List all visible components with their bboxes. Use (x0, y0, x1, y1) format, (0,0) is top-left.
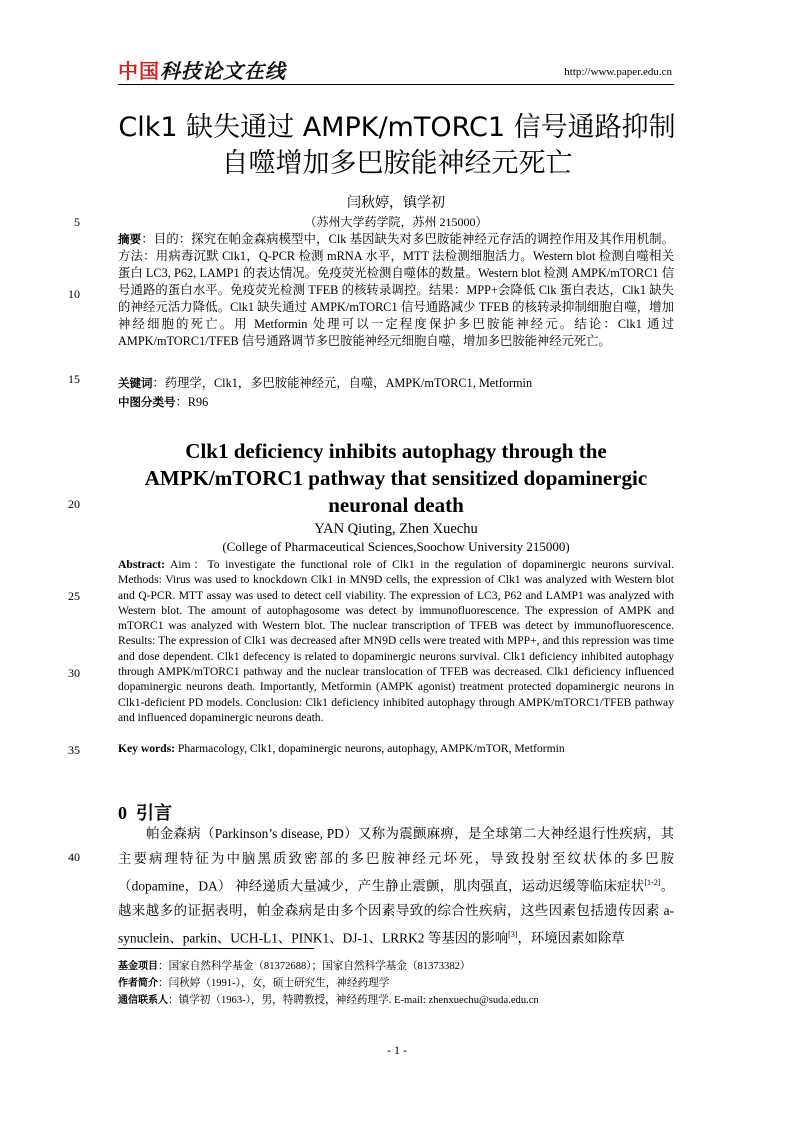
authors-en: YAN Qiuting, Zhen Xuechu (314, 521, 478, 537)
title-zh-line-1: Clk1 缺失通过 AMPK/mTORC1 信号通路抑制 (118, 112, 676, 143)
title-en-line-3: neuronal death (328, 493, 464, 517)
line-number: 5 (74, 215, 80, 229)
line-number: 25 (68, 589, 80, 603)
line-number: 15 (68, 372, 80, 386)
keywords-zh-label: 关键词 (118, 376, 153, 390)
keywords-zh: 关键词：药理学，Clk1，多巴胺能神经元，自噬，AMPK/mTORC1, Metformin (118, 376, 533, 390)
title-en-line-2: AMPK/mTORC1 pathway that sensitized dopaminergic (144, 466, 648, 490)
abstract-zh (118, 231, 674, 350)
journal-logo: 中国科技论文在线 (118, 59, 286, 83)
section-number: 0 (118, 803, 127, 823)
header-rule (118, 84, 674, 85)
line-number: 10 (68, 287, 80, 301)
affiliation-en: (College of Pharmaceutical Sciences,Soochow University 215000) (222, 539, 570, 554)
line-number: 35 (68, 743, 80, 757)
footnote-author-bio: 作者简介：闫秋婷（1991-），女，硕士研究生，神经药理学 (118, 978, 390, 989)
keywords-en: Key words: Pharmacology, Clk1, dopaminergic neurons, autophagy, AMPK/mTOR, Metformin (118, 742, 565, 755)
classification-zh: 中图分类号：R96 (118, 395, 209, 409)
title-en-line-1: Clk1 deficiency inhibits autophagy through the (185, 439, 607, 463)
journal-url[interactable]: http://www.paper.edu.cn (564, 66, 672, 78)
affiliation-zh: （苏州大学药学院，苏州 215000） (304, 215, 488, 229)
footnote-funding: 基金项目：国家自然科学基金（81372688）；国家自然科学基金（81373382） (118, 961, 471, 972)
section-title: 引言 (136, 803, 172, 824)
classification-zh-label: 中图分类号 (118, 395, 176, 409)
line-number: 40 (68, 850, 80, 864)
abstract-en-text: Aim：To investigate the functional role of Clk1 in the regulation of dopaminergic neurons survival. Methods: Virus was used to knockdown Clk1 in MN9D cells, the expression of Clk1 was analyzed with Western blot and Q-PCR. MTT assay was used to detect cell viability. The expression of LC3, P62 and LAMP1 was analyzed with Western blot. The amount of autophagosome was detect by immunofluorescence. The expression of AMPK and mTORC1 was analyzed with Western blot. The nuclear transcription of TFEB was detect by immunofluorescence. Results: The expression of Clk1 was decreased after MN9D cells were treated with MPP+, and this repression was time and dose dependent. Clk1 defecency is related to dopaminergic neurons survival. Clk1 deficiency inhibited autophagy through AMPK/mTORC1 pathway and the nuclear translocation of TFEB was decreased. Clk1 deficiency influenced dopaminergic neurons death. Importantly, Metformin (AMPK agonist) treatment protected dopaminergic neurons in Clk1-deficient PD models. Conclusion: Clk1 deficiency inhibited autophagy through AMPK/mTORC1/TFEB pathway and influenced dopaminergic neurons death. (118, 558, 674, 724)
line-number: 20 (68, 497, 80, 511)
abstract-zh-label: 摘要 (118, 232, 142, 246)
line-number: 30 (68, 666, 80, 680)
keywords-en-label: Key words: (118, 742, 175, 755)
abstract-en-label: Abstract: (118, 558, 166, 571)
citation[interactable]: [3] (508, 930, 518, 940)
abstract-en (118, 557, 674, 725)
title-zh-line-2: 自噬增加多巴胺能神经元死亡 (221, 148, 573, 179)
footnote-correspondence: 通信联系人：镇学初（1963-），男，特聘教授，神经药理学. E-mail: zhenxuechu@suda.edu.cn (118, 995, 539, 1006)
authors-zh: 闫秋婷，镇学初 (347, 195, 445, 211)
abstract-zh-text: ：目的：探究在帕金森病模型中，Clk 基因缺失对多巴胺能神经元存活的调控作用及其作用机制。方法：用病毒沉默 Clk1，Q-PCR 检测 mRNA 水平，MTT 法检测细胞活力。Western blot 检测自噬相关蛋白 LC3, P62, LAMP1 的表达情况。免疫荧光检测自噬体的数量。Western blot 检测 AMPK/mTORC1 信号通路的蛋白水平。免疫荧光检测 TFEB 的核转录调控。结果：MPP+会降低 Clk 蛋白表达，Clk1 缺失的神经元活力降低。Clk1 缺失通过 AMPK/mTORC1 信号通路减少 TFEB 的核转录抑制细胞自噬，增加神经细胞的死亡。用 Metformin 处理可以一定程度保护多巴胺能神经元。结论：Clk1 通过 AMPK/mTORC1/TFEB 信号通路调节多巴胺能神经元细胞自噬，增加多巴胺能神经元死亡。 (118, 232, 675, 348)
intro-paragraph: 帕金森病（Parkinson’s disease, PD）又称为震颤麻痹，是全球第二大神经退行性疾病，其主要病理特征为中脑黑质致密部的多巴胺神经元坏死，导致投射至纹状体的多巴胺（dopamine，DA） 神经递质大量减少，产生静止震颤，肌肉强直，运动迟缓等临床症状[1-2]。越来越多的证据表明，帕金森病是由多个因素导致的综合性疾病，这些因素包括遗传因素 a-synuclein、parkin、UCH-L1、PINK1、DJ-1、LRRK2 等基因的影响[3]，环境因素如除草 (118, 826, 674, 946)
citation[interactable]: [1-2] (644, 878, 661, 887)
footnote-rule (118, 948, 314, 949)
page-number: - 1 - (387, 1043, 407, 1057)
